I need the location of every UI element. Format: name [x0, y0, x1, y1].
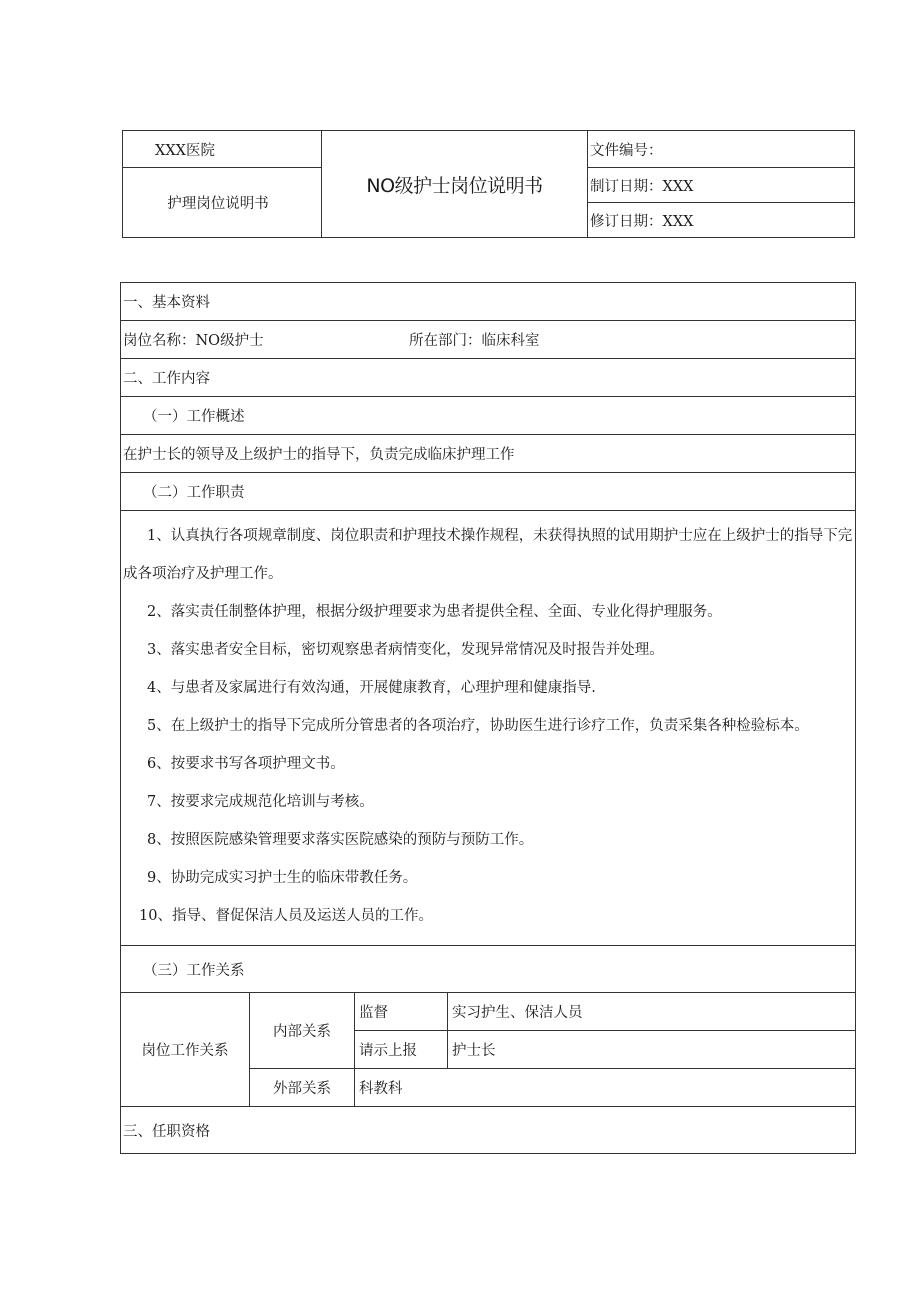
file-number: 文件编号： [588, 131, 855, 168]
duty-item: 1、认真执行各项规章制度、岗位职责和护理技术操作规程，未获得执照的试用期护士应在上级护士的指导下完成各项治疗及护理工作。 [123, 528, 853, 582]
relations-title: （三）工作关系 [121, 946, 856, 993]
revised-date: 修订日期：XXX [588, 203, 855, 238]
section-qualifications: 三、任职资格 [121, 1107, 856, 1154]
hospital-name: XXX医院 [123, 131, 322, 168]
duty-item: 4、与患者及家属进行有效沟通，开展健康教育，心理护理和健康指导. [147, 680, 596, 696]
internal-relations: 内部关系 [250, 993, 355, 1069]
document-title: NO级护士岗位说明书 [322, 131, 588, 238]
position-row [121, 321, 856, 359]
duty-item: 10、指导、督促保洁人员及运送人员的工作。 [139, 908, 433, 924]
document-type: 护理岗位说明书 [123, 168, 322, 238]
duty-item: 2、落实责任制整体护理，根据分级护理要求为患者提供全程、全面、专业化得护理服务。 [147, 604, 722, 620]
section-basic: 一、基本资料 [121, 283, 856, 321]
report-label: 请示上报 [355, 1031, 448, 1069]
duty-item: 9、协助完成实习护士生的临床带教任务。 [147, 870, 418, 886]
document-header-table [122, 130, 855, 238]
duty-item: 8、按照医院感染管理要求落实医院感染的预防与预防工作。 [147, 832, 534, 848]
job-description-table [120, 282, 856, 1154]
duty-item: 6、按要求书写各项护理文书。 [147, 756, 345, 772]
duties-list [121, 511, 856, 946]
overview-text: 在护士长的领导及上级护士的指导下，负责完成临床护理工作 [121, 435, 856, 473]
supervise-targets: 实习护生、保洁人员 [448, 993, 856, 1031]
duty-item: 5、在上级护士的指导下完成所分管患者的各项治疗，协助医生进行诊疗工作，负责采集各种检验标本。 [147, 718, 809, 734]
department: 所在部门：临床科室 [409, 333, 540, 349]
supervise-label: 监督 [355, 993, 448, 1031]
duty-item: 7、按要求完成规范化培训与考核。 [147, 794, 374, 810]
external-target: 科教科 [355, 1069, 856, 1107]
overview-title: （一）工作概述 [121, 397, 856, 435]
relations-label: 岗位工作关系 [121, 993, 250, 1107]
external-relations: 外部关系 [250, 1069, 355, 1107]
report-target: 护士长 [448, 1031, 856, 1069]
section-work-content: 二、工作内容 [121, 359, 856, 397]
duties-title: （二）工作职责 [121, 473, 856, 511]
made-date: 制订日期：XXX [588, 168, 855, 203]
duty-item: 3、落实患者安全目标，密切观察患者病情变化，发现异常情况及时报告并处理。 [147, 642, 664, 658]
position-name: 岗位名称：NO级护士 [123, 333, 264, 349]
